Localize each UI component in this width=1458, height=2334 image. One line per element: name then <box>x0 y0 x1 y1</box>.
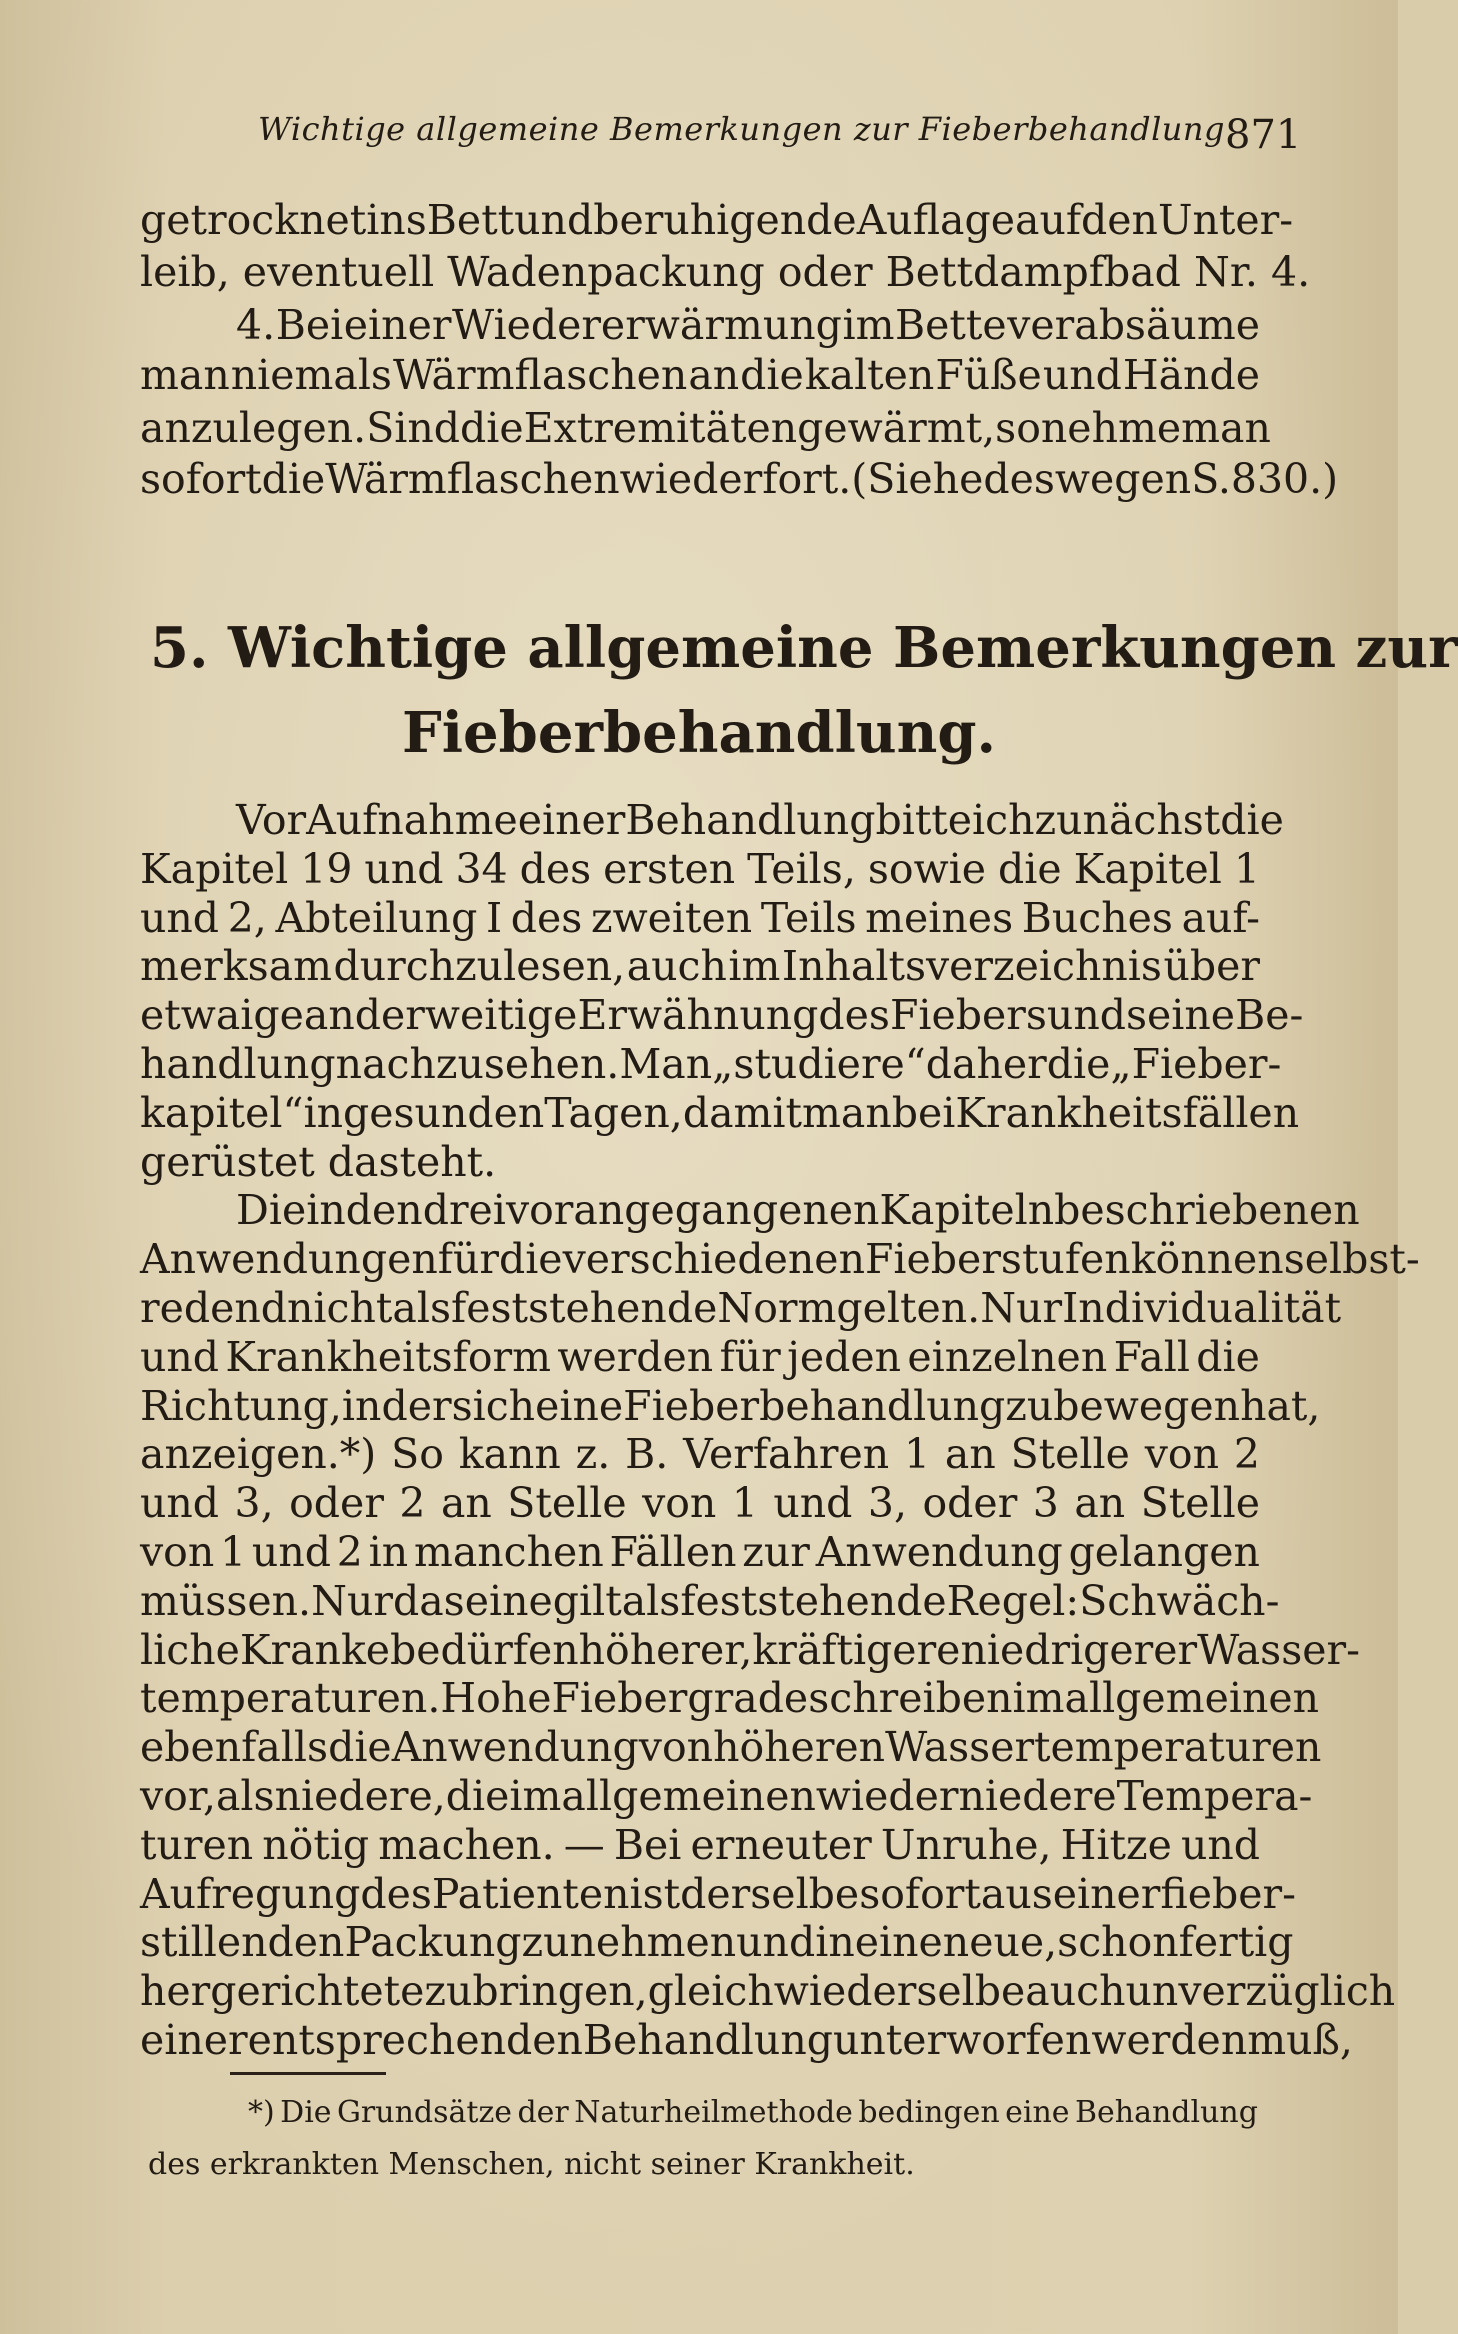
text-line: redend nicht als feststehende Norm gelten. Nur Individualität <box>140 1284 1342 1332</box>
text-line: handlung nachzusehen. Man „studiere“ daher die „Fieber- <box>140 1040 1282 1088</box>
running-head-title: Wichtige allgemeine Bemerkungen zur Fieberbehandlung. <box>258 110 1236 148</box>
text-line: etwaige anderweitige Erwähnung des Fiebers und seine Be- <box>140 991 1304 1039</box>
section-heading-continued: Fieberbehandlung. <box>402 700 996 766</box>
text-line: sofort die Wärmflaschen wieder fort. (Siehe deswegen S. 830.) <box>140 455 1339 503</box>
text-line: von 1 und 2 in manchen Fällen zur Anwendung gelangen <box>140 1528 1260 1576</box>
text-line: liche Kranke bedürfen höherer, kräftigere niedrigerer Wasser- <box>140 1626 1360 1674</box>
text-line: Die in den drei vorangegangenen Kapiteln beschriebenen <box>236 1186 1360 1234</box>
text-line: merksam durchzulesen, auch im Inhaltsverzeichnis über <box>140 942 1260 990</box>
text-line: Anwendungen für die verschiedenen Fieberstufen können selbst- <box>140 1235 1420 1283</box>
section-heading: 5. Wichtige allgemeine Bemerkungen zur <box>150 615 1458 681</box>
text-line: ebenfalls die Anwendung von höheren Wassertemperaturen <box>140 1723 1322 1771</box>
text-line: man niemals Wärmflaschen an die kalten Füße und Hände <box>140 351 1260 399</box>
text-line: anzulegen. Sind die Extremitäten gewärmt, so nehme man <box>140 404 1271 452</box>
text-line: und Krankheitsform werden für jeden einzelnen Fall die <box>140 1333 1260 1381</box>
footnote-line: *) Die Grundsätze der Naturheilmethode bedingen eine Behandlung <box>248 2095 1258 2130</box>
text-line: und 3, oder 2 an Stelle von 1 und 3, oder 3 an Stelle <box>140 1479 1260 1527</box>
footnote-rule <box>230 2072 386 2075</box>
text-line: einer entsprechenden Behandlung unterworfen werden muß, <box>140 2016 1353 2064</box>
text-line: temperaturen. Hohe Fiebergrade schreiben im allgemeinen <box>140 1674 1320 1722</box>
text-line: kapitel“ in gesunden Tagen, damit man bei Krankheitsfällen <box>140 1089 1300 1137</box>
text-line: 4. Bei einer Wiedererwärmung im Bette verabsäume <box>236 301 1260 349</box>
text-line: stillenden Packung zu nehmen und in eine neue, schon fertig <box>140 1918 1294 1966</box>
text-line: Richtung, in der sich eine Fieberbehandlung zu bewegen hat, <box>140 1382 1321 1430</box>
text-line: getrocknet ins Bett und beruhigende Auflage auf den Unter- <box>140 196 1294 244</box>
footnote-line: des erkrankten Menschen, nicht seiner Krankheit. <box>148 2147 915 2182</box>
text-line: und 2, Abteilung I des zweiten Teils meines Buches auf- <box>140 894 1260 942</box>
text-line: müssen. Nur das eine gilt als feststehende Regel: Schwäch- <box>140 1577 1280 1625</box>
text-line: Kapitel 19 und 34 des ersten Teils, sowie die Kapitel 1 <box>140 845 1260 893</box>
text-line: Vor Aufnahme einer Behandlung bitte ich zunächst die <box>236 796 1284 844</box>
text-line: Aufregung des Patienten ist derselbe sofort aus einer fieber- <box>140 1870 1296 1918</box>
text-line: leib, eventuell Wadenpackung oder Bettdampfbad Nr. 4. <box>140 248 1311 296</box>
page-number: 871 <box>1225 112 1302 158</box>
text-line: turen nötig machen. — Bei erneuter Unruhe, Hitze und <box>140 1821 1260 1869</box>
text-line: gerüstet dasteht. <box>140 1138 497 1186</box>
text-line: anzeigen.*) So kann z. B. Verfahren 1 an Stelle von 2 <box>140 1430 1260 1478</box>
text-line: vor, als niedere, die im allgemeinen wieder niedere Tempera- <box>140 1772 1313 1820</box>
text-line: hergerichtete zu bringen, gleichwie derselbe auch unverzüglich <box>140 1967 1396 2015</box>
